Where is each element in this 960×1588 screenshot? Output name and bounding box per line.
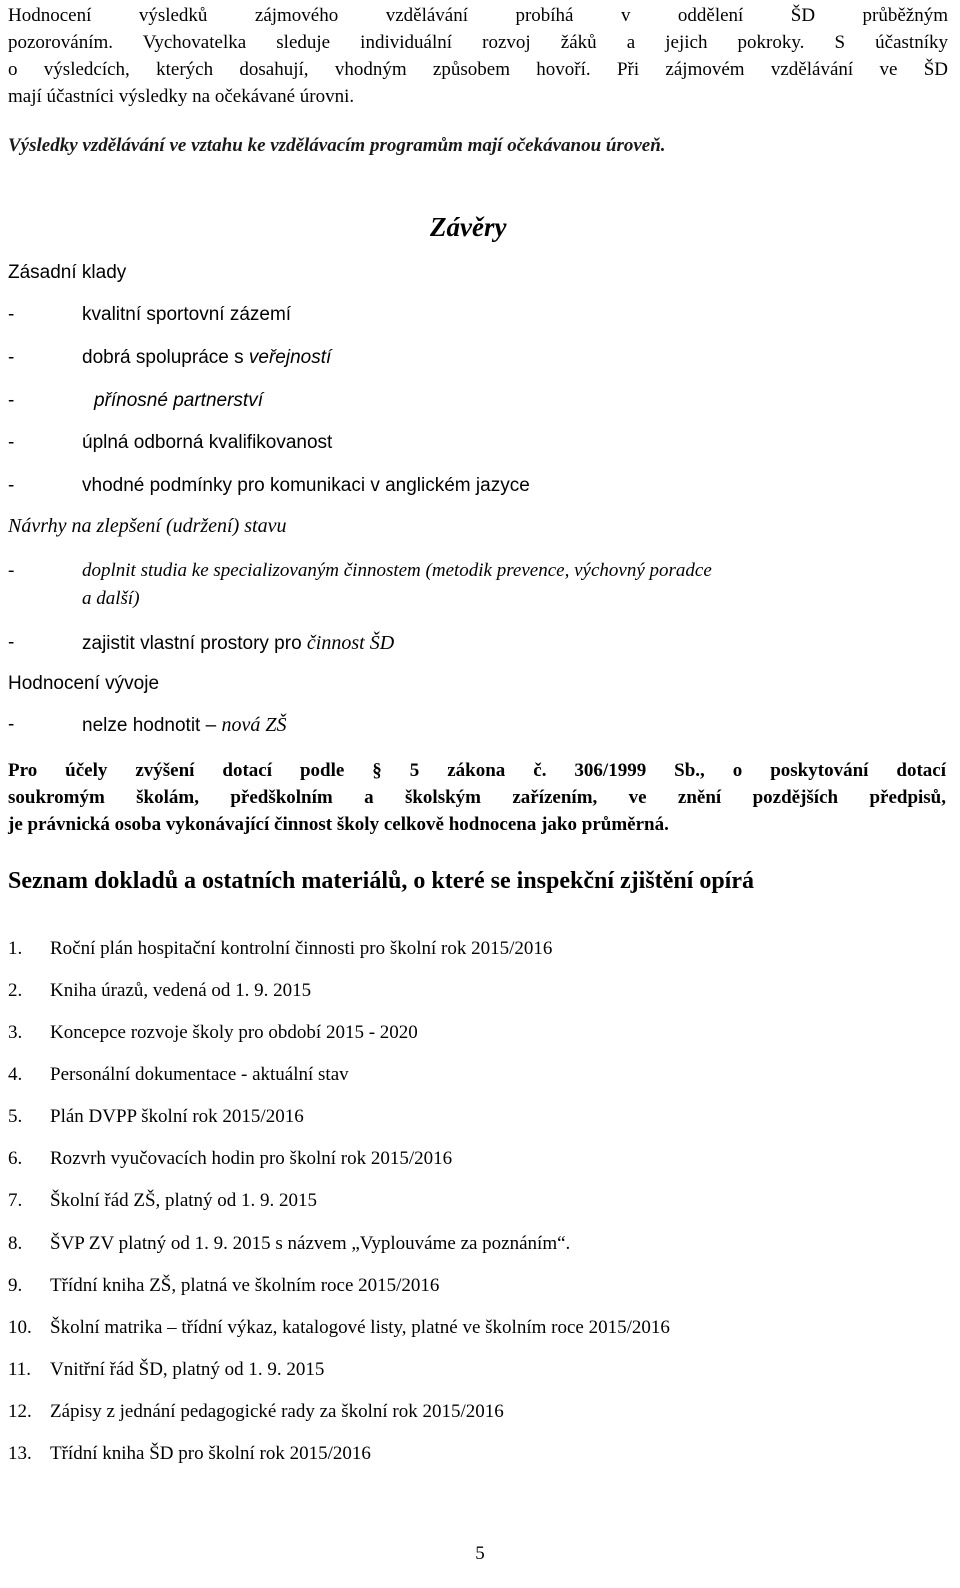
intro-emphasis: Výsledky vzdělávání ve vztahu ke vzdělávacím programům mají očekávanou úroveň.	[8, 135, 666, 156]
summary-line: Pro účely zvýšení dotací podle § 5 zákona č. 306/1999 Sb., o poskytování dotací	[8, 760, 946, 781]
intro-line: mají účastníci výsledky na očekávané úrovni.	[8, 86, 355, 107]
summary-line: je právnická osoba vykonávající činnost školy celkově hodnocena jako průměrná.	[8, 814, 669, 835]
intro-line: pozorováním. Vychovatelka sleduje individuální rozvoj žáků a jejich pokroky. S účastníky	[8, 32, 948, 53]
intro-paragraph	[8, 2, 948, 110]
summary-line: soukromým školám, předškolním a školským zařízením, ve znění pozdějších předpisů,	[8, 787, 946, 808]
conclusions-title: Závěry	[430, 212, 507, 242]
documents-heading: Seznam dokladů a ostatních materiálů, o které se inspekční zjištění opírá	[8, 868, 755, 894]
intro-line: Hodnocení výsledků zájmového vzdělávání probíhá v oddělení ŠD průběžným	[8, 5, 948, 26]
strengths-heading: Zásadní klady	[8, 262, 127, 283]
intro-line: o výsledcích, kterých dosahují, vhodným způsobem hovoří. Při zájmovém vzdělávání ve ŠD	[8, 59, 948, 80]
page-number: 5	[475, 1543, 485, 1564]
overall-rating-paragraph	[8, 757, 946, 838]
development-heading: Hodnocení vývoje	[8, 673, 160, 694]
improvements-heading: Návrhy na zlepšení (udržení) stavu	[8, 515, 287, 537]
